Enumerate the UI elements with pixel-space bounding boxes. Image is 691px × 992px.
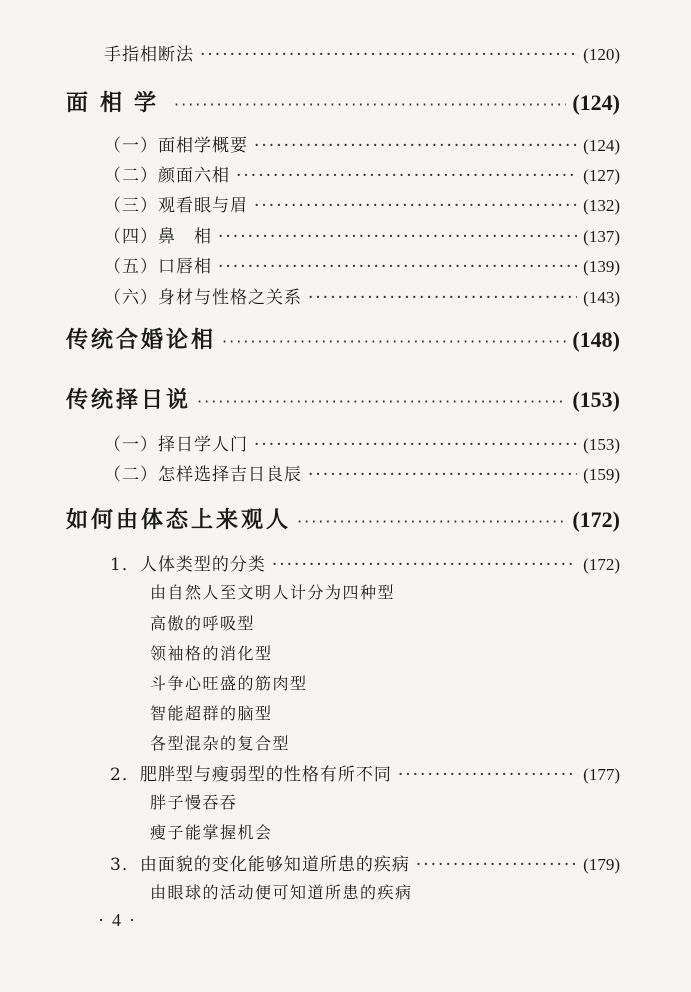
subitem: 各型混杂的复合型	[150, 734, 291, 753]
dot-leader	[174, 95, 566, 114]
toc-entry[interactable]	[104, 252, 620, 277]
toc-entry[interactable]	[104, 283, 620, 308]
toc-section[interactable]	[66, 86, 620, 117]
toc-entry[interactable]	[104, 430, 620, 455]
entry-title: （一）面相学概要	[104, 136, 248, 156]
dot-leader	[254, 435, 577, 455]
toc-entry[interactable]	[110, 760, 620, 785]
section-page: (124)	[572, 90, 620, 115]
section-title: 如何由体态上来观人	[66, 508, 292, 533]
dot-leader	[236, 166, 577, 186]
dot-leader	[254, 196, 577, 216]
entry-page: (177)	[583, 765, 620, 784]
entry-title: （五）口唇相	[104, 257, 212, 277]
entry-page: (179)	[583, 855, 620, 874]
subitem: 高傲的呼吸型	[150, 614, 256, 633]
section-page: (153)	[572, 387, 620, 412]
entry-title: 2．肥胖型与瘦弱型的性格有所不同	[110, 765, 392, 785]
entry-page: (132)	[583, 196, 620, 215]
entry-page: (159)	[583, 465, 620, 484]
dot-leader	[308, 288, 577, 308]
toc-entry[interactable]	[104, 191, 620, 216]
entry-page: (124)	[583, 136, 620, 155]
dot-leader	[416, 855, 577, 875]
dot-leader	[197, 392, 566, 411]
toc-entry[interactable]	[104, 460, 620, 485]
entry-title: 手指相断法	[104, 45, 194, 65]
entry-page: (120)	[583, 45, 620, 64]
toc-entry[interactable]	[104, 131, 620, 156]
section-title: 面相学	[66, 91, 169, 116]
entry-page: (137)	[583, 227, 620, 246]
toc-entry[interactable]	[104, 222, 620, 247]
entry-page: (172)	[583, 555, 620, 574]
entry-page: (127)	[583, 166, 620, 185]
entry-page: (153)	[583, 435, 620, 454]
page-number: ·4·	[98, 910, 143, 930]
dot-leader	[254, 136, 577, 156]
subitem: 领袖格的消化型	[150, 644, 273, 663]
toc-entry[interactable]	[110, 550, 620, 575]
toc-entry[interactable]	[104, 161, 620, 186]
dot-leader	[200, 45, 577, 65]
toc-section[interactable]	[66, 383, 620, 414]
entry-page: (143)	[583, 288, 620, 307]
entry-title: （六）身材与性格之关系	[104, 288, 302, 308]
section-page: (148)	[572, 327, 620, 352]
subitem: 智能超群的脑型	[150, 704, 273, 723]
entry-title: （一）择日学人门	[104, 435, 248, 455]
entry-title: （二）颜面六相	[104, 166, 230, 186]
entry-page: (139)	[583, 257, 620, 276]
toc-section[interactable]	[66, 323, 620, 354]
subitem: 瘦子能掌握机会	[150, 823, 273, 842]
section-page: (172)	[572, 507, 620, 532]
subitem: 由自然人至文明人计分为四种型	[150, 583, 396, 602]
toc-section[interactable]	[66, 503, 620, 534]
toc-entry[interactable]	[104, 40, 620, 65]
entry-title: 3．由面貌的变化能够知道所患的疾病	[110, 855, 410, 875]
section-title: 传统择日说	[66, 388, 192, 413]
entry-title: （三）观看眼与眉	[104, 196, 248, 216]
subitem: 由眼球的活动便可知道所患的疾病	[150, 883, 413, 902]
subitem: 斗争心旺盛的筋肉型	[150, 674, 308, 693]
dot-leader	[272, 555, 577, 575]
subitem: 胖子慢吞吞	[150, 793, 238, 812]
section-title: 传统合婚论相	[66, 328, 217, 353]
entry-title: （二）怎样选择吉日良辰	[104, 465, 302, 485]
dot-leader	[398, 765, 577, 785]
dot-leader	[222, 332, 566, 351]
dot-leader	[218, 257, 577, 277]
entry-title: 1．人体类型的分类	[110, 555, 266, 575]
toc-entry[interactable]	[110, 850, 620, 875]
dot-leader	[308, 465, 577, 485]
dot-leader	[218, 227, 577, 247]
entry-title: （四）鼻 相	[104, 227, 212, 247]
dot-leader	[297, 512, 566, 531]
